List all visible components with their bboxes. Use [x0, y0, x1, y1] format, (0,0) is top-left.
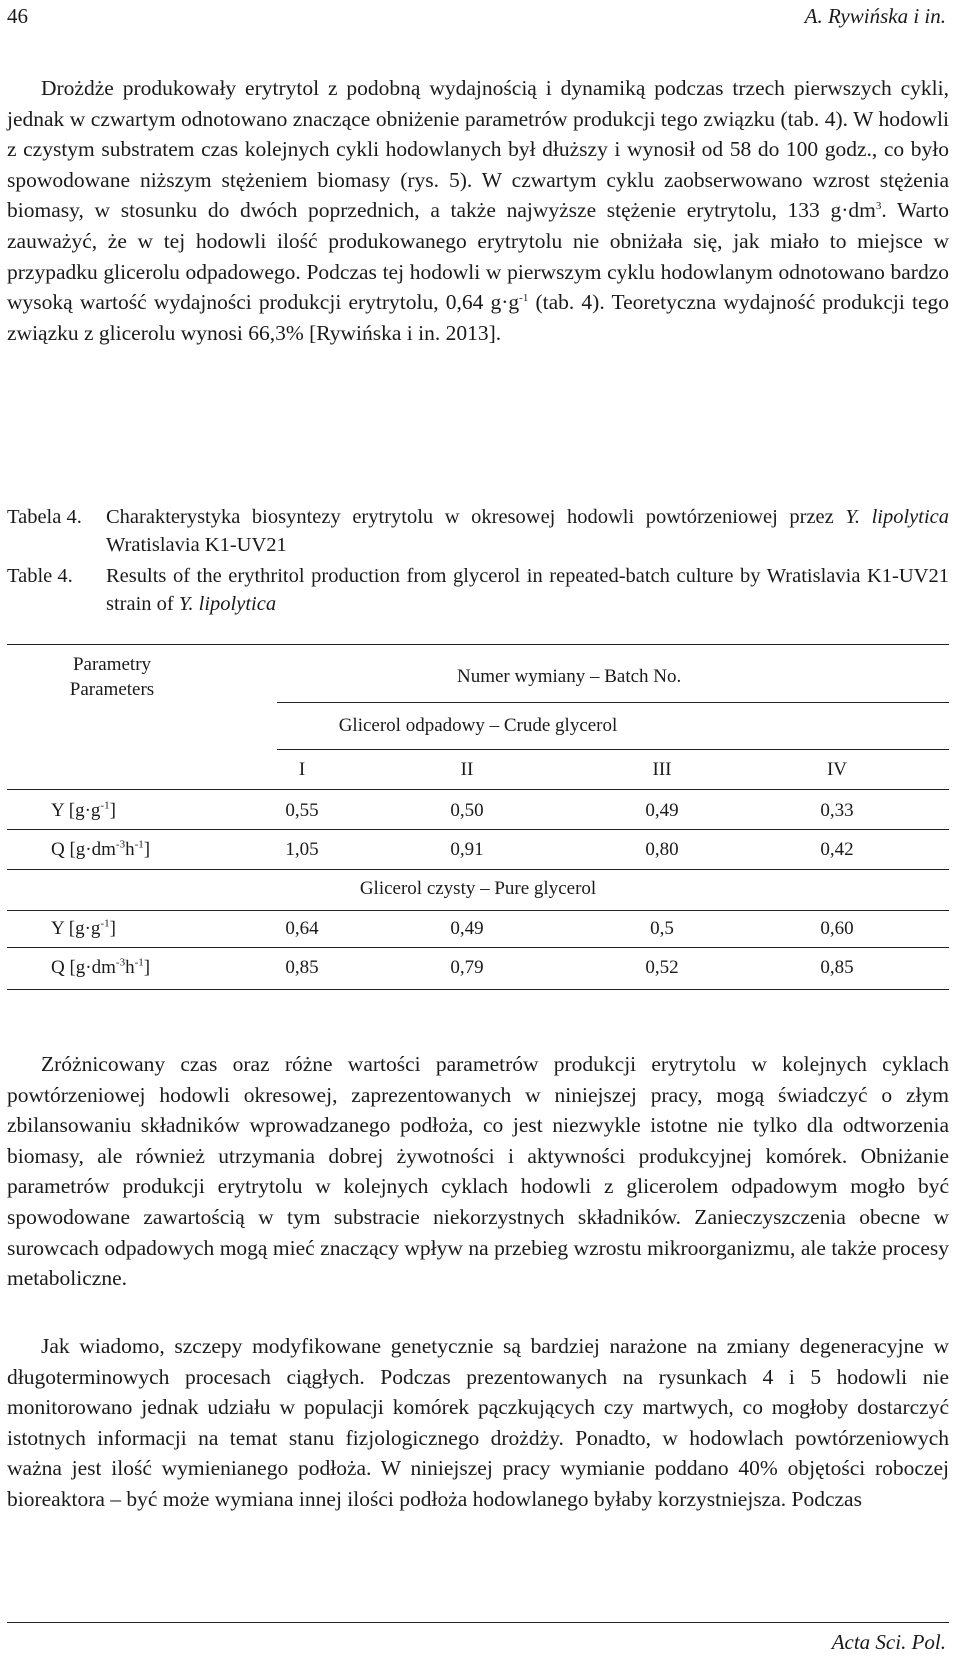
- cell-pure-y: 0,60: [820, 918, 854, 939]
- journal-footer: Acta Sci. Pol.: [831, 1630, 946, 1654]
- table-caption-polish: [7, 503, 949, 559]
- paragraph-discussion-text: Zróżnicowany czas oraz różne wartości parametrów produkcji erytrytolu w kolejnych cyklach powtórzeniowej hodowli okresowej, zaprezentowanych w niniejszej pracy, mogą świadczyć o złym zbilansowaniu składników wprowadzanego podłoża, co jest niezwykle istotne nie tylko dla odtworzenia biomasy, ale również utrzymania dobrej żywotności i aktywności produkcyjnej komórek. Obniżanie parametrów produkcji erytrytolu w kolejnych cyklach hodowli z glicerolem odpadowym mogło być spowodowane zawartością w tym substracie niekorzystnych składników. Zanieczyszczenia obecne w surowcach odpadowych mogą mieć znaczący wpływ na przebieg wzrostu mikroorganizmu, ale także procesy metaboliczne.: [7, 1052, 949, 1291]
- column-header: IV: [826, 759, 848, 780]
- column-header: III: [652, 759, 672, 780]
- footer-rule: [7, 1622, 949, 1623]
- running-head: A. Rywińska i in.: [804, 4, 946, 28]
- cell-crude-q: 0,91: [450, 839, 484, 860]
- cell-pure-y: 0,49: [450, 918, 484, 939]
- cell-pure-q: 0,85: [285, 957, 319, 978]
- caption-text: [106, 503, 949, 559]
- cell-crude-y: 0,49: [645, 800, 679, 821]
- cell-pure-y: 0,64: [285, 918, 319, 939]
- column-header: II: [460, 759, 474, 780]
- table-rule: [277, 702, 949, 703]
- table-rule: [277, 749, 949, 750]
- table-caption-english: [7, 562, 949, 618]
- row-label-yield: Y $[g\cdot g^{-1}]$: [51, 799, 116, 821]
- table-rule: [7, 644, 949, 645]
- caption-text-main: Charakterystyka biosyntezy erytrytolu w okresowej hodowli powtórzeniowej przez: [106, 506, 846, 528]
- paragraph-intro: [7, 73, 949, 348]
- caption-text: [106, 562, 949, 618]
- paragraph-intro-text: Drożdże produkowały erytrytol z podobną wydajnością i dynamiką podczas trzech pierwszych cykli, jednak w czwartym odnotowano znaczące obniżenie parametrów produkcji tego związku (tab. 4). W hodowli z czystym substratem czas kolejnych cykli hodowlanych był dłuższy i wynosił od 58 do 100 godz., co było spowodowane niższym stężeniem biomasy (rys. 5). W czwartym cyklu zaobserwowano wzrost stężenia biomasy, w stosunku do dwóch poprzednich, a także najwyższe stężenie erytrytolu, 133 g·dm: [7, 76, 949, 223]
- caption-label: Table 4.: [7, 565, 73, 587]
- cell-pure-q: 0,52: [645, 957, 679, 978]
- cell-crude-q: 0,42: [820, 839, 854, 860]
- table-rule: [7, 829, 949, 830]
- table-rule: [7, 989, 949, 990]
- table-rule: [7, 869, 949, 870]
- cell-crude-q: 1,05: [285, 839, 319, 860]
- caption-label: Tabela 4.: [7, 506, 82, 528]
- caption-text-main: Results of the erythritol production from glycerol in repeated-batch culture by Wratislavia K1-UV21 strain of: [106, 565, 949, 615]
- superscript: -1: [519, 292, 529, 304]
- cell-pure-y: 0,5: [650, 918, 674, 939]
- species-name: Y. lipolytica: [845, 506, 949, 528]
- page-number: 46: [7, 4, 28, 28]
- cell-crude-y: 0,50: [450, 800, 484, 821]
- section-crude-glycerol: Glicerol odpadowy – Crude glycerol: [338, 715, 618, 736]
- header-parameters: [57, 652, 167, 702]
- column-header: I: [298, 759, 306, 780]
- row-label-productivity: Q $[g\cdot dm^{-3}h^{-1}]$: [51, 838, 151, 860]
- species-name: Y. lipolytica: [178, 593, 277, 615]
- paragraph-intro-cont: . Warto zauważyć, że w tej hodowli ilość produkowanego erytrytolu nie obniżała się, jak miało to miejsce w przypadku glicerolu odpadowego. Podczas tej hodowli w pierwszym cyklu hodowlanym odnotowano bardzo wysoką wartość wydajności produkcji erytrytolu, 0,64 g·g: [7, 198, 950, 315]
- cell-pure-q: 0,85: [820, 957, 854, 978]
- row-label-yield: Y $[g\cdot g^{-1}]$: [51, 917, 116, 939]
- header-parameters-en: Parameters: [69, 679, 155, 700]
- cell-crude-q: 0,80: [645, 839, 679, 860]
- table-rule: [7, 910, 949, 911]
- paragraph-strains: [7, 1331, 949, 1515]
- paragraph-strains-text: Jak wiadomo, szczepy modyfikowane genetycznie są bardziej narażone na zmiany degeneracyjne w długoterminowych procesach ciągłych. Podczas prezentowanych na rysunkach 4 i 5 hodowli nie monitorowano jednak udziału w populacji komórek pączkujących czy martwych, co mogłoby dostarczyć istotnych informacji na temat stanu fizjologicznego drożdży. Ponadto, w hodowlach powtórzeniowych ważna jest ilość wymienianego podłoża. W niniejszej pracy wymianie poddano 40% objętości roboczej bioreaktora – być może wymiana innej ilości podłoża hodowlanego byłaby korzystniejsza. Podczas: [7, 1334, 949, 1511]
- header-parameters-pl: Parametry: [72, 654, 152, 675]
- row-label-productivity: Q $[g\cdot dm^{-3}h^{-1}]$: [51, 956, 151, 978]
- table-rule: [7, 947, 949, 948]
- header-batch: Numer wymiany – Batch No.: [457, 666, 682, 687]
- paragraph-intro-end: (tab. 4). Teoretyczna wydajność produkcji tego związku z glicerolu wynosi 66,3% [Rywińska i in. 2013].: [7, 290, 949, 345]
- table-rule: [7, 789, 949, 790]
- paragraph-discussion: [7, 1049, 949, 1294]
- superscript: 3: [875, 200, 882, 213]
- caption-text-end: Wratislavia K1-UV21: [106, 534, 287, 556]
- cell-crude-y: 0,33: [820, 800, 854, 821]
- cell-crude-y: 0,55: [285, 800, 319, 821]
- cell-pure-q: 0,79: [450, 957, 484, 978]
- section-pure-glycerol: Glicerol czysty – Pure glycerol: [359, 878, 597, 899]
